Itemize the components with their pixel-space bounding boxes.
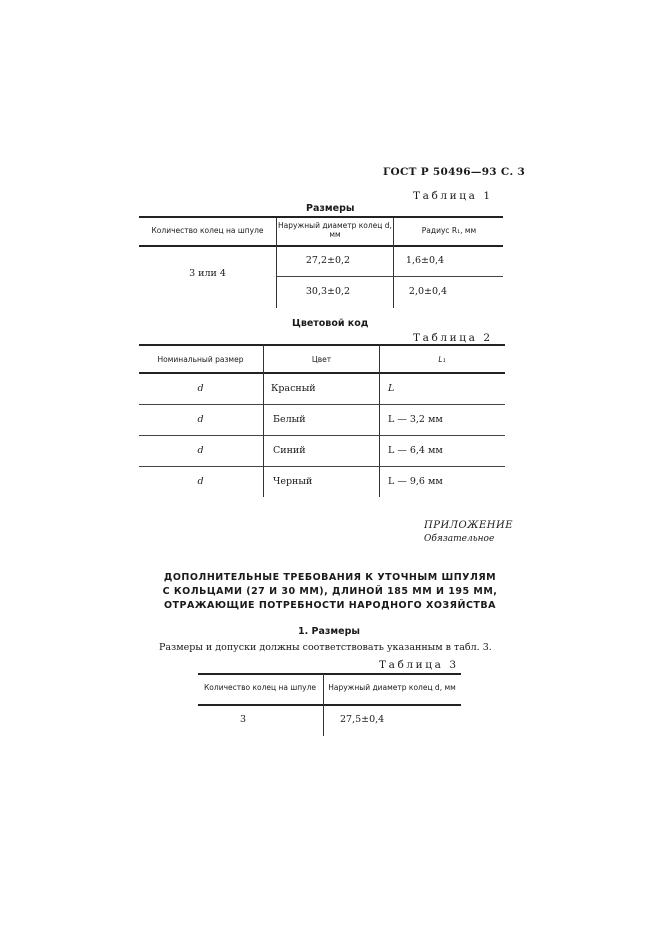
table3-count: 3 [239, 714, 247, 725]
appendix-status: Обязательное [424, 534, 495, 544]
table1-diameter-2: 30,3±0,2 [305, 286, 351, 297]
table2-row3-color: Синий [273, 445, 306, 456]
table2-header-color: Цвет [311, 355, 332, 364]
table1-header-radius: Радиус R₁, мм [421, 226, 477, 235]
table3-diameter: 27,5±0,4 [340, 714, 385, 725]
table3-caption: Таблица 3 [379, 659, 459, 671]
table1-header-diameter: Наружный диаметр колец d, мм [278, 221, 392, 239]
table2-row2-color: Белый [273, 414, 306, 425]
table1-count: 3 или 4 [189, 268, 226, 279]
table2-row4-color: Черный [273, 476, 313, 487]
page-header: ГОСТ Р 50496—93 С. 3 [383, 166, 526, 178]
table1-radius-1: 1,6±0,4 [405, 255, 445, 266]
table2-header-l1: L₁ [438, 355, 446, 364]
table2-header-size: Номинальный размер [157, 355, 244, 364]
table3-header-count: Количество колец на шпуле [203, 683, 317, 692]
table2-title: Цветовой код [292, 318, 369, 329]
section-paragraph: Размеры и допуски должны соответствовать указанным в табл. 3. [159, 642, 492, 653]
section-title: 1. Размеры [298, 626, 361, 637]
appendix-heading-line-3: ОТРАЖАЮЩИЕ ПОТРЕБНОСТИ НАРОДНОГО ХОЗЯЙСТВА [163, 600, 496, 611]
table2-caption: Таблица 2 [413, 332, 493, 344]
table2-row3-l1: L — 6,4 мм [388, 445, 443, 456]
table1-diameter-1: 27,2±0,2 [305, 255, 351, 266]
table2-row3-size: d [197, 445, 204, 456]
appendix-heading-line-2: С КОЛЬЦАМИ (27 И 30 ММ), ДЛИНОЙ 185 ММ И 195 ММ, [162, 586, 498, 597]
table2-row4-size: d [197, 476, 204, 487]
table2-row1-color: Красный [271, 383, 316, 394]
table2-row2-l1: L — 3,2 мм [388, 414, 443, 425]
appendix-heading-line-1: ДОПОЛНИТЕЛЬНЫЕ ТРЕБОВАНИЯ К УТОЧНЫМ ШПУЛЯМ [163, 572, 497, 583]
table2-row2-size: d [197, 414, 204, 425]
table3-header-diameter: Наружный диаметр колец d, мм [328, 683, 456, 692]
table1-radius-2: 2,0±0,4 [408, 286, 448, 297]
appendix-heading [160, 571, 500, 613]
appendix-label: ПРИЛОЖЕНИЕ [424, 520, 513, 531]
table2-row1-size: d [197, 383, 204, 394]
table1-title: Размеры [306, 203, 355, 214]
table1-caption: Таблица 1 [413, 190, 493, 202]
table2-row4-l1: L — 9,6 мм [388, 476, 443, 487]
table2-row1-l1: L [388, 383, 395, 394]
table1-header-count: Количество колец на шпуле [151, 226, 264, 235]
